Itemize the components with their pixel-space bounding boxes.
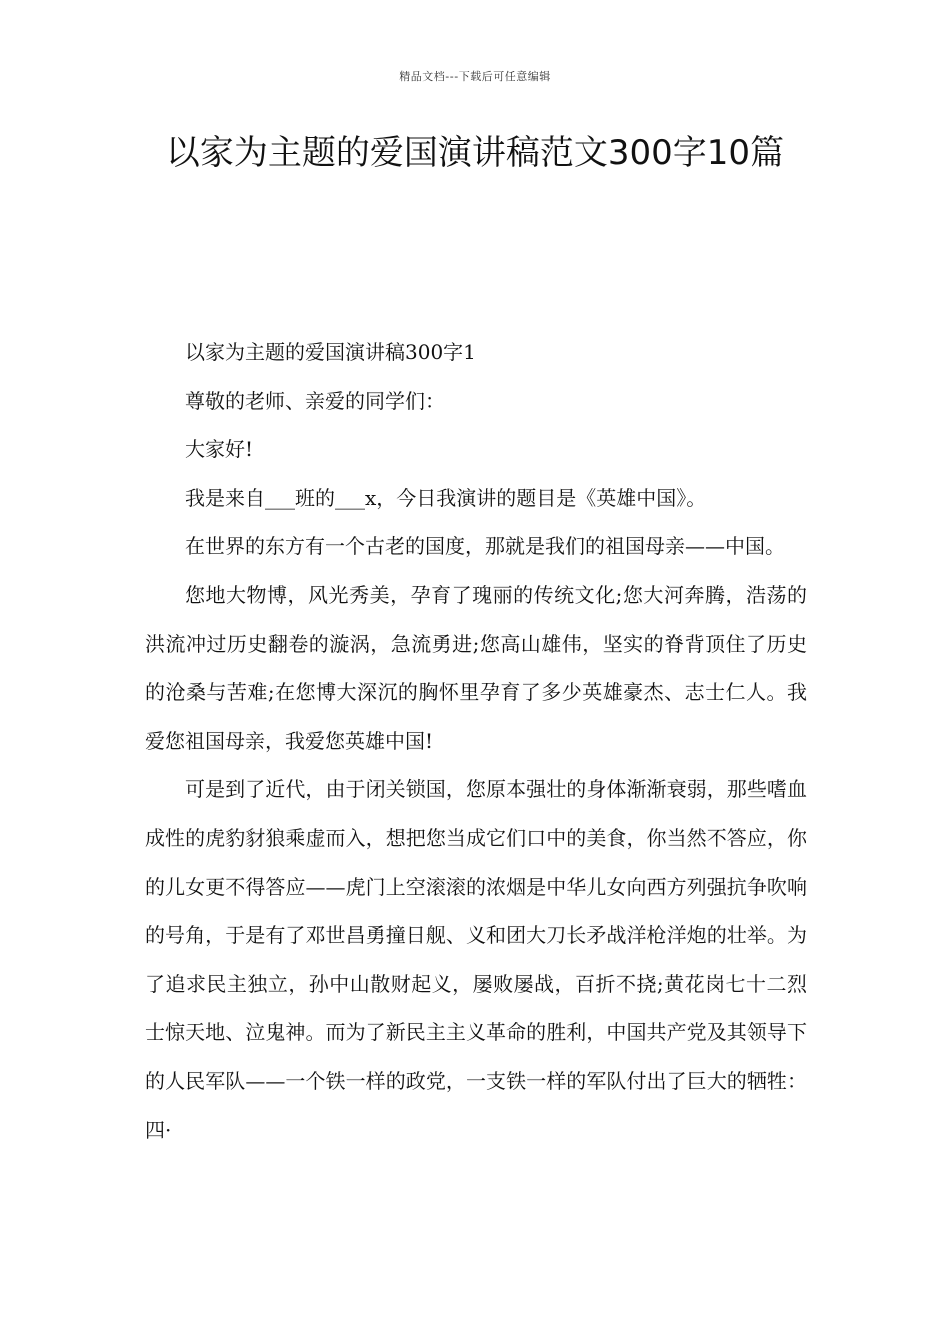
greeting: 大家好! [185, 437, 254, 462]
body-paragraph: 在世界的东方有一个古老的国度，那就是我们的祖国母亲——中国。 [185, 534, 785, 559]
body-paragraph: 可是到了近代，由于闭关锁国，您原本强壮的身体渐渐衰弱，那些嗜血成性的虎豹豺狼乘虚而入，想把您当成它们口中的美食，你当然不答应，你的儿女更不得答应——虎门上空滚滚的浓烟是中华儿女向西方列强抗争吹响的号角，于是有了邓世昌勇撞日舰、义和团大刀长矛战洋枪洋炮的壮举。为了追求民主独立，孙中山散财起义，屡败屡战，百折不挠;黄花岗七十二烈士惊天地、泣鬼神。而为了新民主主义革命的胜利，中国共产党及其领导下的人民军队——一个铁一样的政党，一支铁一样的军队付出了巨大的牺牲：四· [145, 777, 807, 1142]
body-paragraph: 您地大物博，风光秀美，孕育了瑰丽的传统文化;您大河奔腾，浩荡的洪流冲过历史翻卷的漩涡，急流勇进;您高山雄伟，坚实的脊背顶住了历史的沧桑与苦难;在您博大深沉的胸怀里孕育了多少英雄豪杰、志士仁人。我爱您祖国母亲，我爱您英雄中国! [145, 582, 807, 753]
header-note: 精品文档---下载后可任意编辑 [399, 70, 551, 83]
document-title: 以家为主题的爱国演讲稿范文300字10篇 [165, 133, 785, 173]
document-body [145, 328, 807, 1154]
body-paragraph: 我是来自___班的___x，今日我演讲的题目是《英雄中国》。 [185, 485, 707, 510]
section-heading: 以家为主题的爱国演讲稿300字1 [185, 340, 476, 364]
salutation: 尊敬的老师、亲爱的同学们： [185, 388, 445, 413]
